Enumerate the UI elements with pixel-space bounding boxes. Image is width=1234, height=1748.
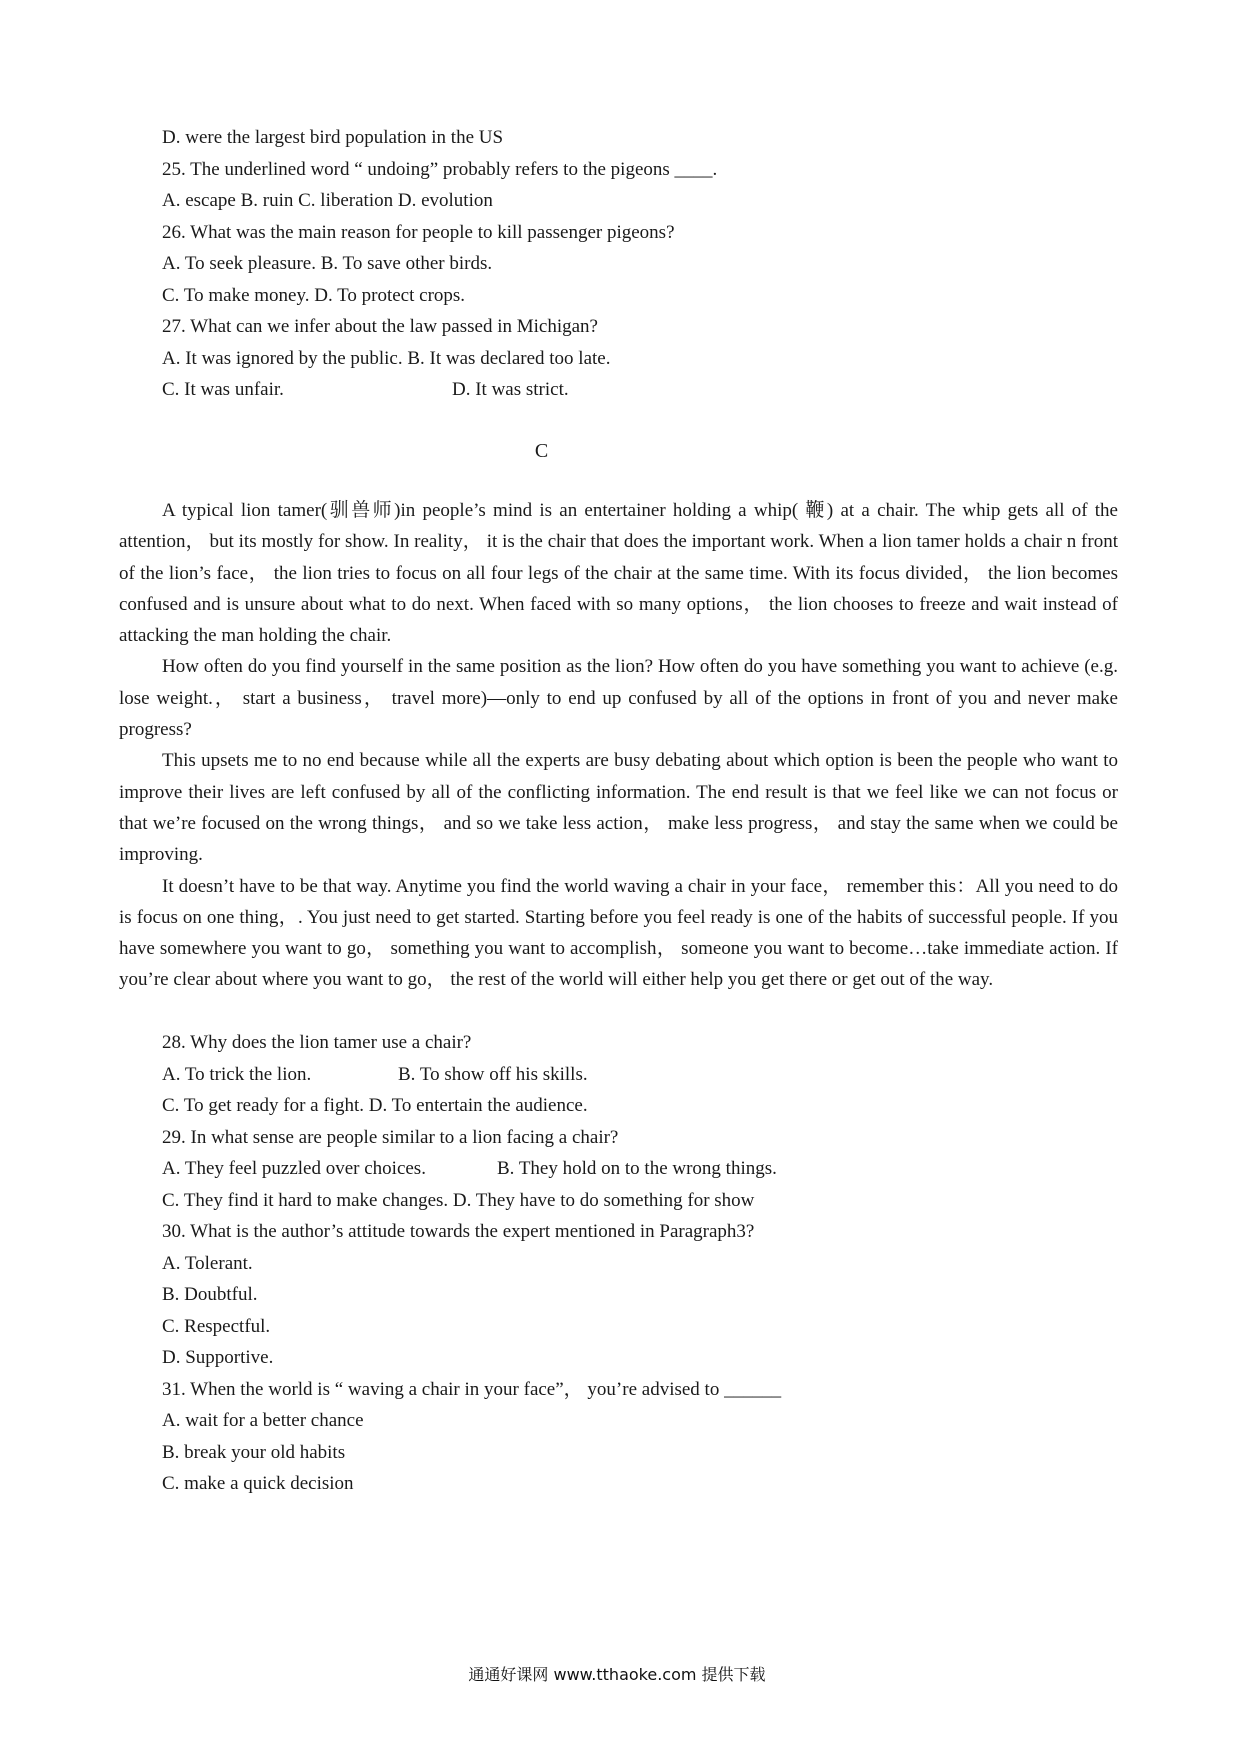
reading-passage bbox=[119, 495, 1118, 996]
q30-stem: 30. What is the author’s attitude towards the expert mentioned in Paragraph3? bbox=[162, 1221, 755, 1242]
section-heading: C bbox=[534, 440, 549, 462]
passage-paragraph-2: How often do you find yourself in the same position as the lion? How often do you have something you want to achieve (e.g. lose weight.， start a business， travel more)—only to end up confused by all of the options in front of you and never make progress? bbox=[119, 656, 1118, 741]
q31-stem: 31. When the world is “ waving a chair in your face”， you’re advised to ______ bbox=[162, 1378, 782, 1400]
q25-stem: 25. The underlined word “ undoing” probably refers to the pigeons ____. bbox=[162, 158, 718, 180]
q30-option-a: A. Tolerant. bbox=[162, 1252, 253, 1274]
passage-paragraph-3: This upsets me to no end because while all the experts are busy debating about which option is been the people who want to improve their lives are left confused by all of the conflicting information. The end result is that we feel like we can not focus or that we’re focused on the wrong things， and so we take less action， make less progress， and stay the same when we could be improving. bbox=[119, 750, 1118, 866]
q26-options-row-2: C. To make money. D. To protect crops. bbox=[162, 284, 466, 306]
q26-stem: 26. What was the main reason for people to kill passenger pigeons? bbox=[162, 221, 675, 243]
q25-options: A. escape B. ruin C. liberation D. evolution bbox=[162, 190, 493, 211]
q27-options-row-2 bbox=[162, 374, 1122, 406]
q30-option-b: B. Doubtful. bbox=[162, 1284, 258, 1305]
previous-questions-block bbox=[162, 122, 1122, 406]
q29-option-b: B. They hold on to the wrong things. bbox=[497, 1158, 777, 1179]
q28-option-a: A. To trick the lion. bbox=[162, 1063, 312, 1085]
q29-options-row-2: C. They find it hard to make changes. D. They have to do something for show bbox=[162, 1189, 755, 1211]
q31-option-b: B. break your old habits bbox=[162, 1441, 346, 1463]
q28-options-row-2: C. To get ready for a fight. D. To entertain the audience. bbox=[162, 1095, 588, 1116]
q28-options-row-1 bbox=[162, 1059, 1122, 1091]
q28-stem: 28. Why does the lion tamer use a chair? bbox=[162, 1032, 472, 1053]
q24-option-d: D. were the largest bird population in the US bbox=[162, 127, 504, 148]
passage-paragraph-1: A typical lion tamer(驯兽师)in people’s mind is an entertainer holding a whip( 鞭) at a chair. The whip gets all of the attention， but its mostly for show. In reality， it is the chair that does the important work. When a lion tamer holds a chair n front of the lion’s face， the lion tries to focus on all four legs of the chair at the same time. With its focus divided， the lion becomes confused and is unsure about what to do next. When faced with so many options， the lion chooses to freeze and wait instead of attacking the man holding the chair. bbox=[119, 500, 1118, 647]
q29-options-row-1 bbox=[162, 1153, 1122, 1185]
q31-option-c: C. make a quick decision bbox=[162, 1473, 354, 1494]
q30-option-d: D. Supportive. bbox=[162, 1347, 274, 1368]
q30-option-c: C. Respectful. bbox=[162, 1315, 271, 1337]
questions-block bbox=[162, 1027, 1122, 1500]
q27-option-d: D. It was strict. bbox=[452, 379, 569, 400]
q28-option-b: B. To show off his skills. bbox=[398, 1063, 588, 1085]
q27-option-c: C. It was unfair. bbox=[162, 379, 284, 400]
q29-option-a: A. They feel puzzled over choices. bbox=[162, 1158, 426, 1179]
passage-paragraph-4: It doesn’t have to be that way. Anytime you find the world waving a chair in your face， remember this：All you need to do is focus on one thing，. You just need to get started. Starting before you feel ready is one of the habits of successful people. If you have somewhere you want to go， something you want to accomplish， someone you want to become…take immediate action. If you’re clear about where you want to go， the rest of the world will either help you get there or get out of the way. bbox=[119, 875, 1118, 991]
q29-stem: 29. In what sense are people similar to a lion facing a chair? bbox=[162, 1126, 619, 1148]
q27-options-row-1: A. It was ignored by the public. B. It was declared too late. bbox=[162, 347, 611, 369]
q31-option-a: A. wait for a better chance bbox=[162, 1410, 364, 1431]
q27-stem: 27. What can we infer about the law passed in Michigan? bbox=[162, 316, 598, 337]
page-footer: 通通好课网 www.tthaoke.com 提供下载 bbox=[468, 1665, 766, 1684]
q26-options-row-1: A. To seek pleasure. B. To save other birds. bbox=[162, 253, 493, 274]
